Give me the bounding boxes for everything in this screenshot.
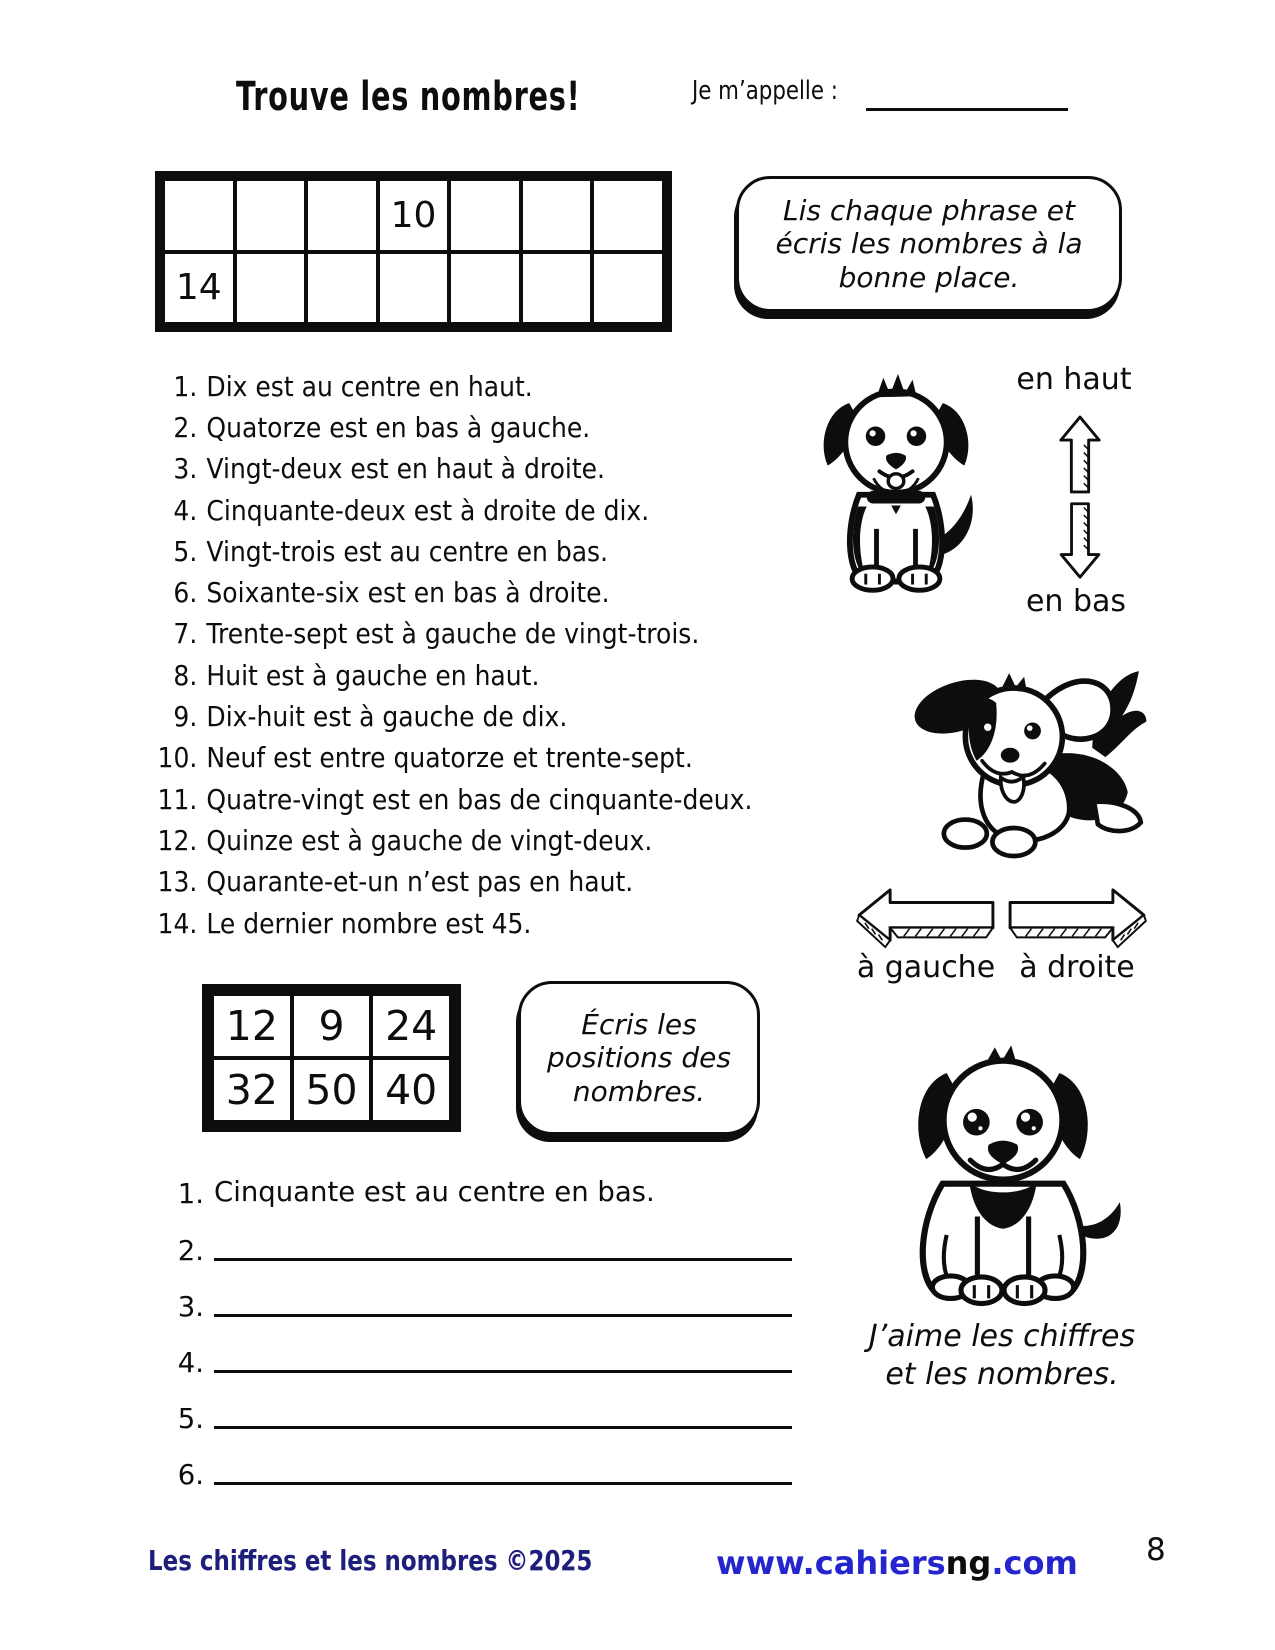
sentence-number: 14. xyxy=(157,907,198,940)
sentence-number: 3. xyxy=(173,453,198,486)
answer-number: 3. xyxy=(177,1291,204,1323)
sentence-number: 1. xyxy=(173,370,198,403)
direction-label-right: à droite xyxy=(1019,950,1135,985)
sentence-number: 13. xyxy=(157,866,198,899)
sentence-item xyxy=(150,862,787,903)
down-arrow-icon xyxy=(1056,500,1104,580)
name-line[interactable] xyxy=(866,108,1068,111)
direction-label-down: en bas xyxy=(1025,584,1127,619)
sentence-item xyxy=(150,655,787,696)
grid-cell[interactable] xyxy=(592,179,664,252)
direction-label-up: en haut xyxy=(1016,362,1132,397)
instruction-box-2 xyxy=(518,981,760,1135)
grid-cell-12: 12 xyxy=(212,994,292,1058)
sentence-text: Neuf est entre quatorze et trente-sept. xyxy=(206,742,693,775)
answer-item xyxy=(160,1447,792,1491)
name-label: Je m’appelle : xyxy=(692,76,838,106)
sentence-item xyxy=(150,903,787,944)
footer-url-suffix: .com xyxy=(991,1544,1078,1582)
sentence-item xyxy=(150,449,787,490)
sentence-text: Le dernier nombre est 45. xyxy=(206,907,532,940)
sentence-text: Quinze est à gauche de vingt-deux. xyxy=(206,824,653,857)
answer-text: Cinquante est au centre en bas. xyxy=(214,1176,655,1208)
grid-cell[interactable] xyxy=(449,252,521,325)
sentence-number: 8. xyxy=(173,659,198,692)
answer-line-6[interactable] xyxy=(214,1482,792,1485)
sentence-number: 2. xyxy=(173,411,198,444)
instruction-box-1 xyxy=(736,176,1122,312)
sentence-number: 10. xyxy=(157,742,198,775)
sentence-item xyxy=(150,696,787,737)
grid-cell[interactable] xyxy=(521,179,593,252)
footer-url-mid: ng xyxy=(945,1544,992,1582)
grid-cell-14: 14 xyxy=(163,252,235,325)
sitting-puppy-illustration xyxy=(798,368,994,602)
instruction-text-2: Écris les positions des nombres. xyxy=(547,1007,731,1108)
sentence-item xyxy=(150,531,787,572)
number-grid-small xyxy=(202,984,461,1132)
sentence-text: Soixante-six est en bas à droite. xyxy=(206,577,610,610)
answer-number: 6. xyxy=(177,1459,204,1491)
answer-item xyxy=(160,1391,792,1435)
sentence-number: 11. xyxy=(157,783,198,816)
sitting-puppy-illustration-2 xyxy=(872,1030,1134,1322)
grid-cell-32: 32 xyxy=(212,1058,292,1122)
answer-number: 1. xyxy=(177,1178,204,1210)
answer-line-5[interactable] xyxy=(214,1426,792,1429)
direction-label-left: à gauche xyxy=(856,950,996,985)
dog3-svg xyxy=(872,1030,1134,1322)
grid-cell[interactable] xyxy=(378,252,450,325)
sentence-number: 6. xyxy=(173,577,198,610)
grid-cell[interactable] xyxy=(306,252,378,325)
sentence-item xyxy=(150,738,787,779)
sentence-text: Vingt-deux est en haut à droite. xyxy=(206,453,606,486)
left-arrow-icon xyxy=(853,886,999,950)
sentence-number: 9. xyxy=(173,701,198,734)
answer-item xyxy=(160,1335,792,1379)
sentence-item xyxy=(150,779,787,820)
sentence-item xyxy=(150,614,787,655)
instruction-text-1: Lis chaque phrase et écris les nombres à la bonne place. xyxy=(775,193,1083,294)
sentence-item xyxy=(150,490,787,531)
sentence-text: Trente-sept est à gauche de vingt-trois. xyxy=(206,618,700,651)
dog1-svg xyxy=(798,368,994,602)
grid-cell-50: 50 xyxy=(292,1058,372,1122)
grid-cell[interactable] xyxy=(592,252,664,325)
grid-cell[interactable] xyxy=(235,252,307,325)
dog2-svg xyxy=(872,638,1152,878)
right-arrow-icon xyxy=(1004,886,1150,950)
grid-cell[interactable] xyxy=(163,179,235,252)
sentence-text: Cinquante-deux est à droite de dix. xyxy=(206,494,650,527)
sentence-number: 4. xyxy=(173,494,198,527)
number-grid-main xyxy=(155,171,672,332)
answer-number: 4. xyxy=(177,1347,204,1379)
sentence-item xyxy=(150,572,787,613)
grid-cell[interactable] xyxy=(449,179,521,252)
footer-credit: Les chiffres et les nombres ©2025 xyxy=(148,1544,593,1577)
answer-line-4[interactable] xyxy=(214,1370,792,1373)
grid-cell[interactable] xyxy=(521,252,593,325)
sentence-item xyxy=(150,366,787,407)
sentence-item xyxy=(150,820,787,861)
footer-url[interactable] xyxy=(716,1544,1078,1582)
grid-cell-24: 24 xyxy=(371,994,451,1058)
sentence-item xyxy=(150,407,787,448)
sentence-text: Vingt-trois est au centre en bas. xyxy=(206,535,609,568)
sentence-number: 12. xyxy=(157,824,198,857)
up-arrow-icon xyxy=(1056,414,1104,496)
page-number: 8 xyxy=(1146,1532,1166,1568)
sentence-number: 5. xyxy=(173,535,198,568)
answer-number: 5. xyxy=(177,1403,204,1435)
grid-cell[interactable] xyxy=(235,179,307,252)
answer-item xyxy=(160,1223,792,1267)
grid-cell[interactable] xyxy=(306,179,378,252)
sentence-text: Dix-huit est à gauche de dix. xyxy=(206,701,568,734)
sentence-text: Quatorze est en bas à gauche. xyxy=(206,411,591,444)
answer-line-2[interactable] xyxy=(214,1258,792,1261)
grid-cell-40: 40 xyxy=(371,1058,451,1122)
grid-cell-10: 10 xyxy=(378,179,450,252)
answer-item xyxy=(160,1279,792,1323)
dog-caption: J’aime les chiffres et les nombres. xyxy=(868,1319,1136,1392)
grid-cell-9: 9 xyxy=(292,994,372,1058)
worksheet-title: Trouve les nombres! xyxy=(236,74,581,120)
sentence-text: Quarante-et-un n’est pas en haut. xyxy=(206,866,634,899)
answer-line-3[interactable] xyxy=(214,1314,792,1317)
footer-url-prefix: www.cahiers xyxy=(716,1544,946,1582)
sentence-text: Huit est à gauche en haut. xyxy=(206,659,540,692)
sentence-text: Quatre-vingt est en bas de cinquante-deux. xyxy=(206,783,753,816)
sentence-text: Dix est au centre en haut. xyxy=(206,370,533,403)
sentence-list xyxy=(150,366,787,944)
sentence-number: 7. xyxy=(173,618,198,651)
answer-number: 2. xyxy=(177,1235,204,1267)
answer-item xyxy=(160,1166,655,1210)
running-puppy-illustration xyxy=(872,638,1152,878)
